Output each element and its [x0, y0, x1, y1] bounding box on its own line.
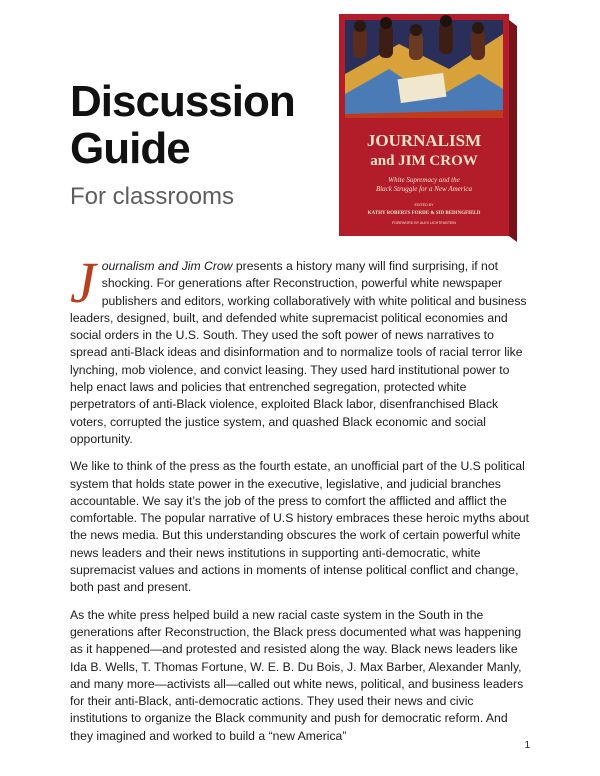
- book-editors: KATHY ROBERTS FORDE & SID BEDINGFIELD: [367, 211, 481, 216]
- drop-cap: J: [70, 250, 96, 315]
- title-line-1: Discussion: [70, 77, 295, 126]
- paragraph-2: We like to think of the press as the fourth estate, an unofficial part of the U.S political system that holds state power in the executive, legislative, and judicial branches accountable. We say it’s the job of the press to comfort the afflicted and afflict the comfortable. The popular narrative of U.S history embraces these heroic myths about the news media. But this understanding obscures the work of certain powerful white news leaders and their news institutions in supporting anti-democratic, white supremacist values and actions in moments of intense political conflict and change, both past and present.: [70, 459, 530, 595]
- paragraph-1: [70, 250, 530, 448]
- book-cover-image: [339, 14, 517, 242]
- body-text: [70, 250, 530, 755]
- book-title-line-2: and JIM CROW: [370, 153, 478, 169]
- book-title-line-1: JOURNALISM: [366, 131, 482, 150]
- page-subtitle: For classrooms: [70, 183, 235, 210]
- page-title: [70, 78, 295, 172]
- page-number: 1: [524, 740, 530, 751]
- book-title-italic: ournalism and Jim Crow: [101, 259, 233, 273]
- book-foreword: FOREWORD BY ALEX LICHTENSTEIN: [391, 221, 457, 225]
- title-line-2: Guide: [70, 124, 190, 173]
- book-edited-by: EDITED BY: [414, 203, 434, 207]
- paragraph-3: As the white press helped build a new racial caste system in the South in the generations after Reconstruction, the Black press documented what was happening as it happened—and protested and resisted along the way. Black news leaders like Ida B. Wells, T. Thomas Fortune, W. E. B. Du Bois, J. Max Barber, Alexander Manly, and many more—activists all—called out white news, political, and business leaders for their anti-Black, anti-democratic actions. They used their news and civic institutions to organize the Black community and push for democratic reform. And they imagined and worked to build a “new America”: [70, 607, 524, 743]
- paragraph-1-text: presents a history many will find surprising, if not shocking. For generations after Reconstruction, powerful white newspaper publishers and editors, working collaboratively with white political and business leaders, designed, built, and defended white supremacist political economies and social orders in the U.S. South. They used the soft power of news narratives to spread anti-Black ideas and disinformation and to normalize tools of racial terror like lynching, mob violence, and convict leasing. They used hard institutional power to help enact laws and policies that entrenched segregation, protected white perpetrators of anti-Black violence, exploited Black labor, disenfranchised Black voters, corrupted the justice system, and quashed Black economic and social opportunity.: [70, 259, 527, 446]
- book-spine: [509, 20, 517, 242]
- cover-artwork: [345, 15, 503, 118]
- book-subtitle-line-1: White Supremacy and the: [388, 176, 460, 184]
- book-subtitle-line-2: Black Struggle for a New America: [375, 185, 473, 193]
